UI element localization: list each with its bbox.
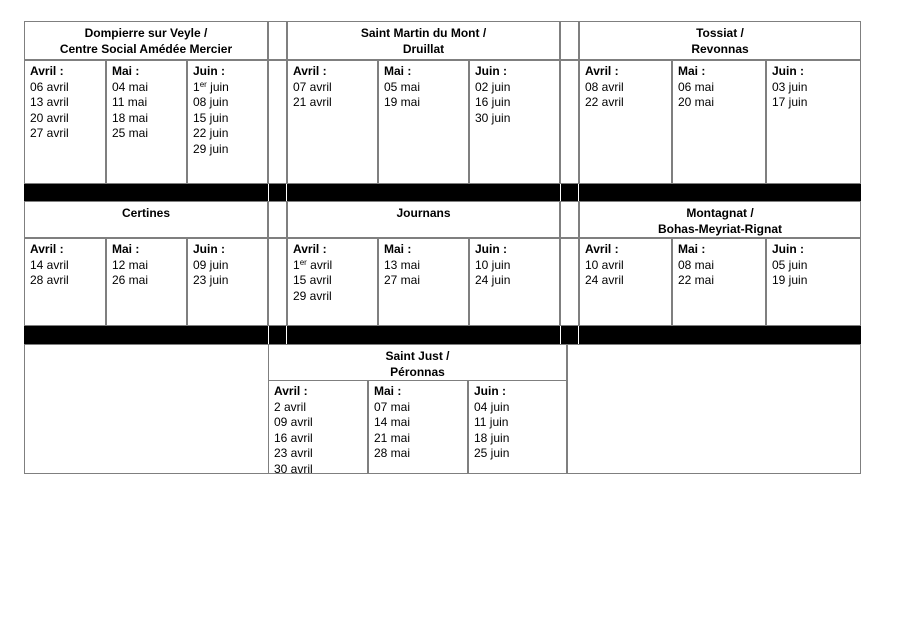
spacer-cell	[268, 201, 287, 238]
month-label: Mai :	[112, 242, 140, 256]
date-entry: 13 mai	[384, 257, 421, 272]
block-title-line2: Revonnas	[691, 42, 749, 56]
month-column	[469, 60, 560, 184]
block-title-line2: Druillat	[402, 42, 445, 56]
date-entry: 10 juin	[475, 257, 511, 272]
month-column	[378, 60, 469, 184]
month-column	[106, 238, 187, 326]
month-column	[469, 238, 560, 326]
date-entry: 26 mai	[112, 273, 149, 287]
date-entry: 19 juin	[772, 273, 808, 287]
date-entry: 1er avril	[293, 257, 333, 272]
date-entry: 05 mai	[384, 79, 421, 94]
spacer-cell	[268, 21, 287, 60]
date-entry: 22 mai	[678, 273, 715, 287]
date-entry: 08 juin	[193, 95, 229, 109]
month-column	[24, 238, 106, 326]
month-column	[468, 380, 567, 474]
month-label: Mai :	[384, 64, 412, 78]
spacer-cell	[560, 238, 579, 326]
month-column	[766, 60, 861, 184]
date-entry: 03 juin	[772, 79, 808, 94]
date-entry: 1er juin	[193, 79, 229, 94]
spacer-cell	[560, 21, 579, 60]
block-title-line1: Journans	[396, 206, 451, 220]
month-label: Mai :	[678, 242, 706, 256]
month-label: Avril :	[585, 64, 619, 78]
block-header-dompierre	[24, 21, 268, 60]
month-label: Avril :	[30, 242, 64, 256]
date-entry: 22 avril	[585, 95, 624, 109]
month-label: Mai :	[678, 64, 706, 78]
month-column	[187, 60, 268, 184]
separator-gap	[560, 326, 561, 344]
month-column	[579, 238, 672, 326]
date-entry: 28 avril	[30, 273, 69, 287]
block-title-line2: Bohas-Meyriat-Rignat	[657, 222, 782, 236]
date-entry: 20 avril	[30, 110, 69, 125]
month-column	[287, 60, 378, 184]
block-header-certines	[24, 201, 268, 238]
date-entry: 11 mai	[112, 95, 148, 109]
date-entry: 16 juin	[475, 95, 511, 109]
date-entry: 04 mai	[112, 79, 149, 94]
date-entry: 27 avril	[30, 126, 69, 140]
block-title-line1: Dompierre sur Veyle /	[84, 26, 208, 40]
date-entry: 14 mai	[374, 415, 411, 429]
separator-bar	[24, 184, 861, 201]
date-entry: 15 avril	[293, 273, 332, 287]
block-title-line1: Saint Martin du Mont /	[360, 26, 487, 40]
date-entry: 30 avril	[274, 461, 313, 476]
month-label: Avril :	[30, 64, 64, 78]
date-entry: 19 mai	[384, 95, 421, 109]
month-label: Juin :	[193, 242, 225, 256]
month-column	[24, 60, 106, 184]
date-entry: 14 avril	[30, 257, 69, 272]
month-label: Juin :	[475, 242, 507, 256]
month-column	[766, 238, 861, 326]
spacer-cell	[268, 238, 287, 326]
month-label: Juin :	[772, 64, 804, 78]
date-entry: 24 juin	[475, 273, 511, 287]
date-entry: 18 mai	[112, 110, 149, 125]
date-entry: 06 avril	[30, 79, 69, 94]
date-entry: 17 juin	[772, 95, 808, 109]
separator-gap	[560, 184, 561, 201]
month-label: Juin :	[193, 64, 225, 78]
spacer-cell	[268, 60, 287, 184]
date-entry: 20 mai	[678, 95, 715, 109]
date-entry: 21 mai	[374, 430, 411, 445]
month-column	[579, 60, 672, 184]
block-title-line1: Saint Just /	[385, 349, 450, 363]
block-header-journans	[287, 201, 560, 238]
block-title-line1: Montagnat /	[686, 206, 754, 220]
date-entry: 11 juin	[474, 415, 509, 429]
month-column	[268, 380, 368, 474]
date-entry: 22 juin	[193, 126, 229, 140]
date-entry: 07 avril	[293, 79, 332, 94]
date-entry: 28 mai	[374, 446, 411, 460]
date-entry: 23 avril	[274, 446, 313, 460]
date-entry: 05 juin	[772, 257, 808, 272]
date-entry: 06 mai	[678, 79, 715, 94]
separator-bar	[24, 326, 861, 344]
month-label: Avril :	[293, 242, 327, 256]
date-entry: 25 mai	[112, 126, 149, 140]
date-entry: 15 juin	[193, 110, 229, 125]
date-entry: 08 avril	[585, 79, 624, 94]
month-column	[378, 238, 469, 326]
date-entry: 09 juin	[193, 257, 229, 272]
date-entry: 13 avril	[30, 95, 69, 109]
block-header-tossiat	[579, 21, 861, 60]
date-entry: 09 avril	[274, 415, 313, 429]
month-label: Mai :	[112, 64, 140, 78]
date-entry: 29 avril	[293, 288, 332, 303]
month-column	[672, 60, 766, 184]
date-entry: 30 juin	[475, 110, 511, 125]
month-label: Avril :	[274, 384, 308, 398]
separator-gap	[578, 326, 579, 344]
empty-cell-left	[24, 344, 269, 474]
month-column	[672, 238, 766, 326]
block-header-saint-just	[268, 344, 567, 381]
month-column	[368, 380, 468, 474]
block-header-montagnat	[579, 201, 861, 238]
date-entry: 12 mai	[112, 257, 149, 272]
date-entry: 18 juin	[474, 430, 510, 445]
separator-gap	[578, 184, 579, 201]
date-entry: 21 avril	[293, 95, 332, 109]
date-entry: 04 juin	[474, 399, 510, 414]
block-title-line2: Péronnas	[390, 365, 445, 379]
separator-gap	[286, 326, 287, 344]
block-header-saint-martin	[287, 21, 560, 60]
separator-gap	[286, 184, 287, 201]
month-label: Mai :	[374, 384, 402, 398]
date-entry: 10 avril	[585, 257, 624, 272]
month-label: Avril :	[585, 242, 619, 256]
spacer-cell	[560, 60, 579, 184]
separator-gap	[268, 184, 269, 201]
month-column	[187, 238, 268, 326]
date-entry: 24 avril	[585, 273, 624, 287]
month-label: Juin :	[772, 242, 804, 256]
separator-gap	[268, 326, 269, 344]
date-entry: 02 juin	[475, 79, 511, 94]
date-entry: 07 mai	[374, 399, 411, 414]
date-entry: 29 juin	[193, 141, 229, 156]
date-entry: 27 mai	[384, 273, 421, 287]
date-entry: 16 avril	[274, 430, 313, 445]
date-entry: 2 avril	[274, 399, 307, 414]
month-label: Juin :	[475, 64, 507, 78]
month-column	[106, 60, 187, 184]
block-title-line1: Certines	[121, 206, 171, 220]
date-entry: 23 juin	[193, 273, 229, 287]
spacer-cell	[560, 201, 579, 238]
empty-cell-right	[567, 344, 861, 474]
month-label: Mai :	[384, 242, 412, 256]
date-entry: 25 juin	[474, 446, 510, 460]
block-title-line2: Centre Social Amédée Mercier	[59, 42, 233, 56]
month-column	[287, 238, 378, 326]
block-title-line1: Tossiat /	[696, 26, 744, 40]
month-label: Avril :	[293, 64, 327, 78]
date-entry: 08 mai	[678, 257, 715, 272]
month-label: Juin :	[474, 384, 506, 398]
